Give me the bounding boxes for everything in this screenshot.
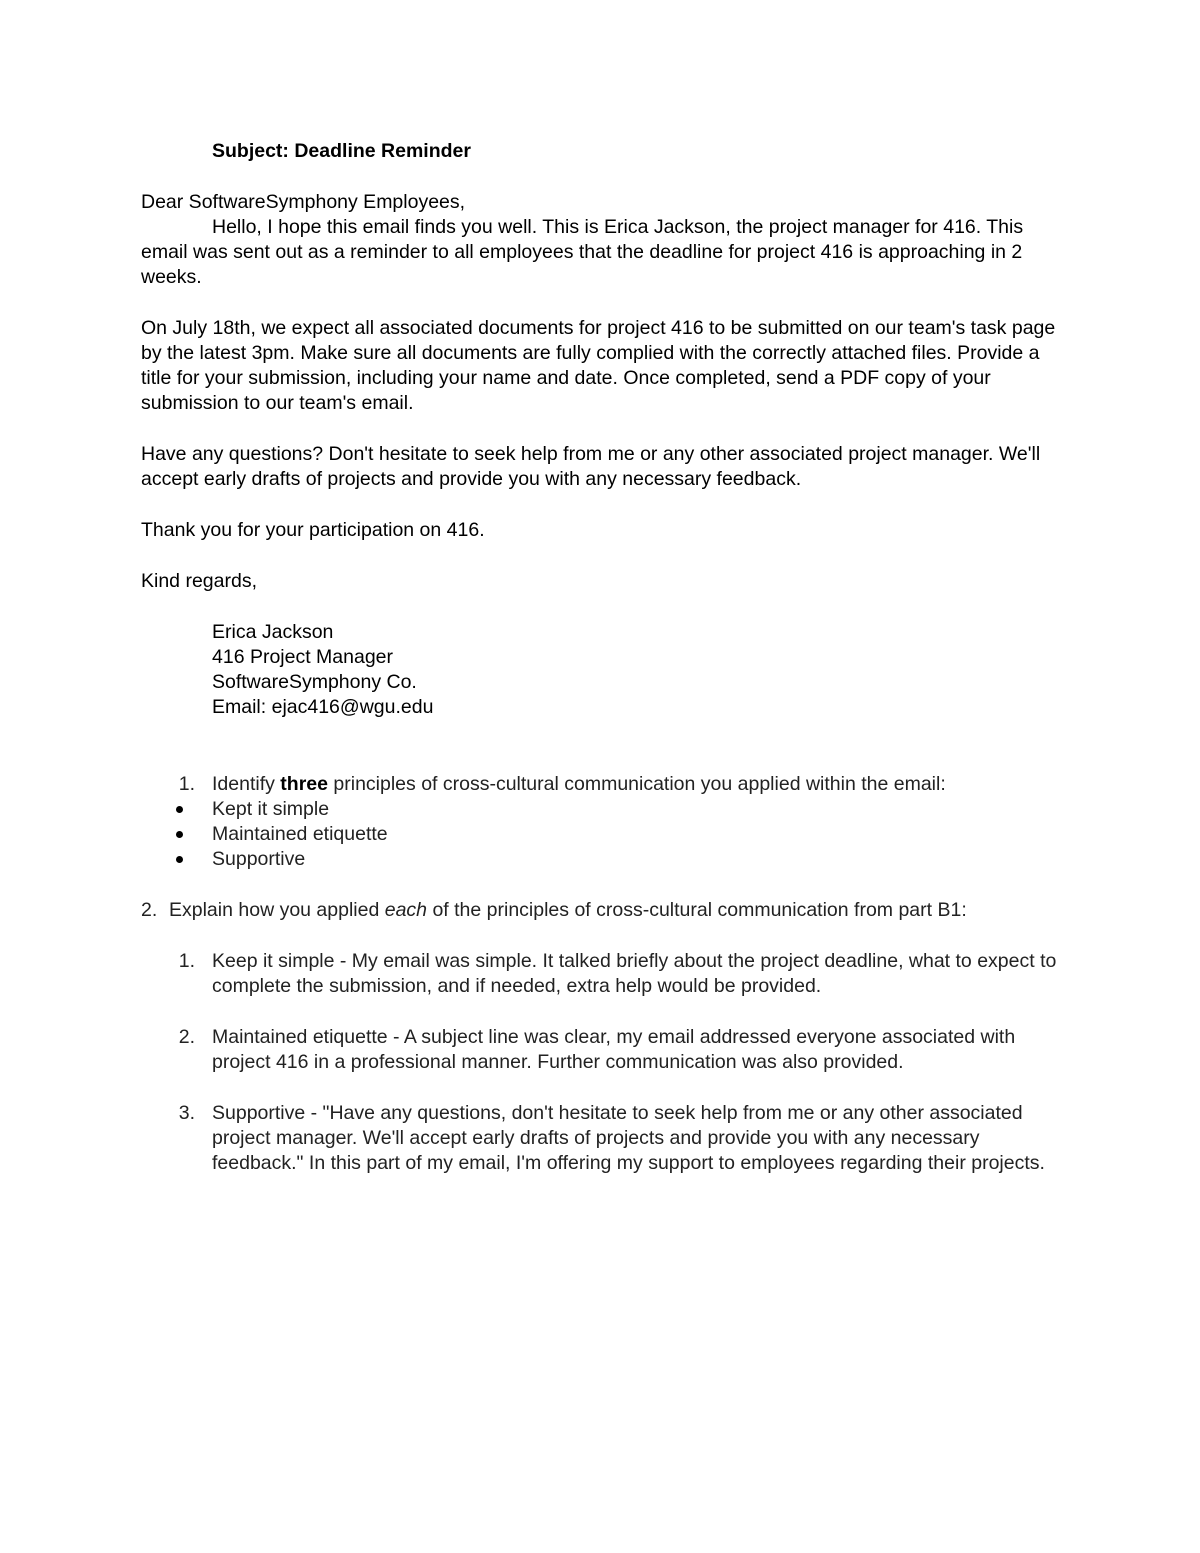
bullet-icon xyxy=(141,822,212,847)
email-paragraph-4: Thank you for your participation on 416. xyxy=(141,519,485,541)
email-closing: Kind regards, xyxy=(141,570,257,592)
signature-email: Email: ejac416@wgu.edu xyxy=(212,696,434,718)
bullet-icon xyxy=(141,847,212,872)
question-1-number: 1. xyxy=(178,773,195,795)
email-signature xyxy=(212,620,1061,720)
email-greeting: Dear SoftwareSymphony Employees, xyxy=(141,191,466,213)
signature-company: SoftwareSymphony Co. xyxy=(212,671,417,693)
email-paragraph-2: On July 18th, we expect all associated documents for project 416 to be submitted on our team's task page by the latest 3pm. Make sure all documents are fully complied with the correctly attached files. Provide a title for your submission, including your name and date. Once completed, send a PDF copy of your submission to our team's email. xyxy=(141,317,1056,414)
bullet-item: Maintained etiquette xyxy=(141,822,1061,847)
email-subject: Subject: Deadline Reminder xyxy=(212,140,471,162)
question-2 xyxy=(141,898,1061,1176)
document-page xyxy=(141,139,1061,1176)
answer-item-1: 1. Keep it simple - My email was simple. It talked briefly about the project deadline, what to expect to complete the submission, and if needed, extra help would be provided. xyxy=(178,950,1057,997)
signature-title: 416 Project Manager xyxy=(212,646,394,668)
email-paragraph-1: Hello, I hope this email finds you well. This is Erica Jackson, the project manager for 416. This email was sent out as a reminder to all employees that the deadline for project 416 is approaching in 2 weeks. xyxy=(141,216,1024,288)
question-2-text: Explain how you applied each of the principles of cross-cultural communication from part B1: xyxy=(169,899,967,921)
question-1 xyxy=(141,772,1061,872)
answer-item-3: 3. Supportive - "Have any questions, don't hesitate to seek help from me or any other associated project manager. We'll accept early drafts of projects and provide you with any necessary feedback." In this part of my email, I'm offering my support to employees regarding their projects. xyxy=(178,1102,1045,1174)
answer-item-2: 2. Maintained etiquette - A subject line was clear, my email addressed everyone associated with project 416 in a professional manner. Further communication was also provided. xyxy=(178,1026,1016,1073)
email-paragraph-3: Have any questions? Don't hesitate to seek help from me or any other associated project manager. We'll accept early drafts of projects and provide you with any necessary feedback. xyxy=(141,443,1041,490)
bullet-icon xyxy=(141,797,212,822)
question-2-number: 2. xyxy=(141,899,158,921)
bullet-item: Kept it simple xyxy=(141,797,1061,822)
signature-name: Erica Jackson xyxy=(212,621,334,643)
bullet-item: Supportive xyxy=(141,847,1061,872)
question-1-text: Identify three principles of cross-cultural communication you applied within the email: xyxy=(212,773,946,795)
